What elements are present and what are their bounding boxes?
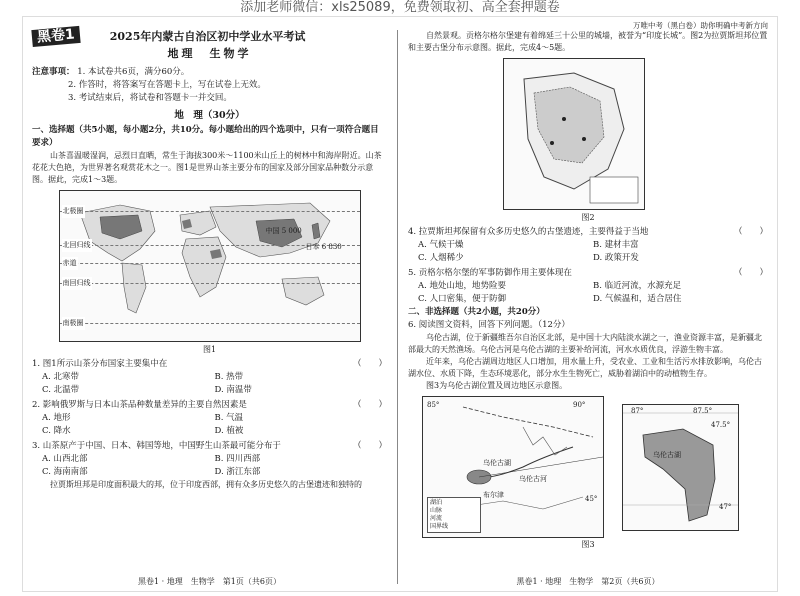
option-c: C. 降水 — [42, 426, 71, 436]
china-label: 中国 5 000 — [265, 227, 302, 235]
notes-block — [32, 66, 387, 105]
option-c: C. 人口密集，便于防御 — [418, 294, 507, 304]
question-intro: 山茶喜温暖湿润，忌烈日直晒，常生于海拔300米～1100米山丘上的树林中和海岸附近。山茶花花大色艳，为世界著名观赏花木之一。图1是世界山茶主要分布的国家及部分国家品种数分示意图。据此，完成1～3题。 — [32, 151, 382, 184]
tropic-capricorn-label: 南回归线 — [62, 277, 92, 290]
answer-paren: （ ） — [352, 441, 387, 451]
inset-lat2-label: 47° — [719, 503, 732, 511]
reading-paragraph-1: 乌伦古湖，位于新疆维吾尔自治区北部，是中国十大内陆淡水湖之一，渔业资源丰富，是新疆北部最大的天然渔场。乌伦古河是乌伦古湖的主要补给河流，河水水质优良，浮游生物丰富。 — [408, 333, 762, 354]
left-footer: 黑卷1 · 地理 生物学 第1页（共6页） — [138, 577, 281, 586]
legend-border: 国界线 — [430, 523, 449, 530]
figure2-caption: 图2 — [581, 213, 595, 222]
question-5 — [408, 267, 768, 306]
option-d: D. 政策开发 — [593, 253, 639, 263]
left-page — [32, 20, 387, 588]
question-3 — [32, 440, 387, 479]
lon-90-label: 90° — [573, 401, 586, 409]
right-page — [408, 20, 768, 588]
city-label: 布尔津 — [483, 491, 504, 499]
equator-label: 赤道 — [62, 257, 78, 270]
question-3-stem: 3. 山茶原产于中国、日本、韩国等地，中国野生山茶最可能分布于 — [32, 441, 281, 451]
lake-label: 乌伦古湖 — [483, 459, 511, 467]
lat-45-label: 45° — [585, 495, 598, 503]
option-a: A. 山西北部 — [42, 454, 88, 464]
reading-paragraph-2: 近年来，乌伦古湖周边地区人口增加，用水量上升，受农业、工业和生活污水排放影响，乌伦古湖水位、水质下降，生态环境恶化，部分水生生物死亡，威胁着湖泊中的动植物生存。 — [408, 357, 762, 378]
legend-river: 河流 — [430, 515, 443, 522]
exam-subject: 地理 生物学 — [167, 47, 252, 60]
inset-lake-label: 乌伦古湖 — [653, 451, 681, 459]
figure3-caption: 图3 — [581, 540, 595, 549]
note-1: 1. 本试卷共6页，满分60分。 — [77, 67, 190, 77]
option-a: A. 地形 — [42, 413, 71, 423]
title-row — [32, 28, 387, 45]
option-b: B. 气温 — [214, 413, 244, 423]
note-2: 2. 作答时，将答案写在答题卡上，写在试卷上无效。 — [68, 80, 266, 90]
lon-85-label: 85° — [427, 401, 440, 409]
rajasthan-map-figure — [503, 58, 645, 210]
map-legend — [427, 497, 481, 533]
option-b: B. 临近河流，水源充足 — [593, 281, 682, 291]
equator-line — [60, 263, 360, 264]
answer-paren: （ ） — [733, 268, 768, 278]
legend-lake: 湖泊 — [430, 499, 443, 506]
river-label: 乌伦古河 — [519, 475, 547, 483]
option-b: B. 热带 — [214, 372, 244, 382]
question-2 — [32, 399, 387, 438]
exam-badge: 黑卷1 — [31, 26, 80, 47]
section-heading: 地 理（30分） — [174, 110, 245, 121]
option-a: A. 气候干燥 — [418, 240, 464, 250]
publisher-note: 万唯中考（黑白卷）助你明确中考新方向 — [633, 21, 768, 30]
inset-lon1-label: 87° — [631, 407, 644, 415]
inset-lon2-label: 87.5° — [693, 407, 713, 415]
antarctic-circle-line — [60, 323, 360, 324]
ulungur-map-figure — [408, 396, 768, 544]
note-3: 3. 考试结束后，将试卷和答题卡一并交回。 — [68, 93, 232, 103]
watermark-banner: 添加老师微信：xls25089，免费领取初、高全套押题卷 — [240, 0, 560, 15]
option-b: B. 建材丰富 — [593, 240, 639, 250]
question-6-heading: 6. 阅读图文资料，回答下列问题。（12分） — [408, 320, 570, 330]
world-map-svg — [60, 191, 360, 341]
part1-heading: 一、选择题（共5小题，每小题2分，共10分。每小题给出的四个选项中，只有一项符合题目要求） — [32, 125, 379, 148]
inset-lat1-label: 47.5° — [711, 421, 731, 429]
japan-label: 日本 6 830 — [305, 243, 342, 251]
right-footer: 黑卷1 · 地理 生物学 第2页（共6页） — [516, 577, 660, 586]
part2-heading: 二、非选择题（共2小题，共20分） — [408, 307, 545, 317]
next-intro: 拉贾斯坦邦是印度面积最大的邦，位于印度西部，拥有众多历史悠久的古堡遗迹和独特的 — [50, 480, 362, 489]
tropic-capricorn-line — [60, 283, 360, 284]
notes-heading: 注意事项： — [32, 67, 75, 77]
option-d: D. 气候温和，适合居住 — [593, 294, 682, 304]
rajasthan-map-svg — [504, 59, 644, 209]
world-map-figure — [59, 190, 361, 342]
inset-map — [622, 404, 739, 531]
option-d: D. 南温带 — [214, 385, 252, 395]
answer-paren: （ ） — [352, 359, 387, 369]
question-2-stem: 2. 影响俄罗斯与日本山茶品种数量差异的主要自然因素是 — [32, 400, 247, 410]
figure1-caption: 图1 — [202, 345, 217, 354]
answer-paren: （ ） — [352, 400, 387, 410]
option-d: D. 浙江东部 — [214, 467, 261, 477]
arctic-circle-line — [60, 211, 360, 212]
page-divider — [397, 30, 398, 584]
option-c: C. 海南南部 — [42, 467, 88, 477]
legend-mountain: 山脉 — [430, 507, 443, 514]
question-4-stem: 4. 拉贾斯坦邦保留有众多历史悠久的古堡遗迹，主要得益于当地 — [408, 227, 649, 237]
regional-map — [422, 396, 604, 538]
option-a: A. 北寒带 — [42, 372, 80, 382]
exam-title: 2025年内蒙古自治区初中学业水平考试 — [109, 30, 306, 43]
arctic-circle-label: 北极圈 — [62, 205, 85, 218]
question-1 — [32, 358, 387, 397]
antarctic-circle-label: 南极圈 — [62, 317, 85, 330]
tropic-cancer-label: 北回归线 — [62, 239, 92, 252]
option-c: C. 北温带 — [42, 385, 80, 395]
question-5-stem: 5. 贡格尔格尔堡的军事防御作用主要体现在 — [408, 268, 572, 278]
question-1-stem: 1. 图1所示山茶分布国家主要集中在 — [32, 359, 168, 369]
question-intro: 自然景观。贡格尔格尔堡建有着绵延三十公里的城墙，被誉为“印度长城”。图2为拉贾斯坦邦位置和主要古堡分布示意图。据此，完成4～5题。 — [408, 31, 768, 52]
option-b: B. 四川西部 — [214, 454, 261, 464]
option-d: D. 植被 — [214, 426, 244, 436]
answer-paren: （ ） — [733, 227, 768, 237]
option-c: C. 人烟稀少 — [418, 253, 464, 263]
question-4 — [408, 226, 768, 265]
figure3-intro: 图3为乌伦古湖位置及周边地区示意图。 — [426, 381, 568, 390]
option-a: A. 地处山地，地势险要 — [418, 281, 507, 291]
